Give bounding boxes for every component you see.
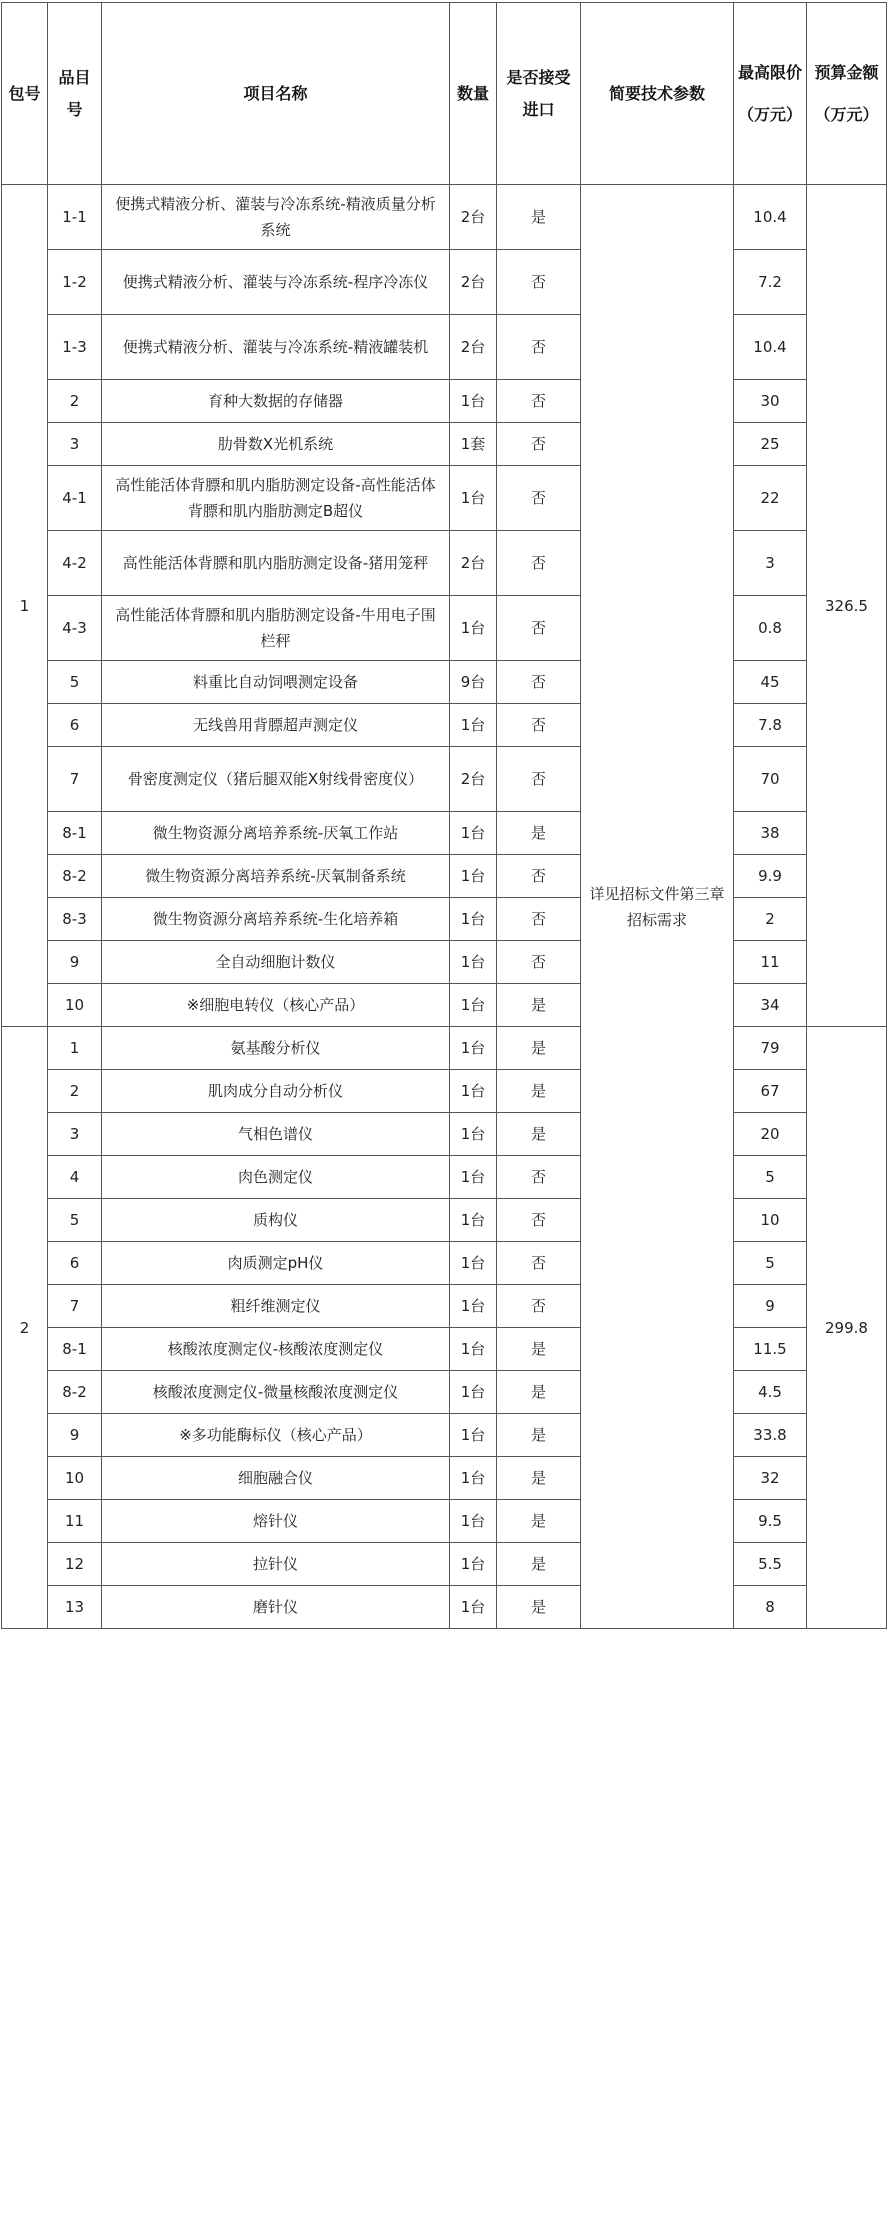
item-name: 磨针仪 (102, 1586, 450, 1629)
item-name: 高性能活体背膘和肌内脂肪测定设备-猪用笼秤 (102, 531, 450, 596)
item-qty: 1台 (450, 466, 497, 531)
item-qty: 2台 (450, 185, 497, 250)
item-import: 是 (497, 984, 581, 1027)
header-qty: 数量 (450, 3, 497, 185)
item-number: 4-3 (48, 596, 102, 661)
item-import: 是 (497, 1371, 581, 1414)
item-name: 拉针仪 (102, 1543, 450, 1586)
item-name: 氨基酸分析仪 (102, 1027, 450, 1070)
item-max-price: 10 (734, 1199, 807, 1242)
item-name: 肋骨数X光机系统 (102, 423, 450, 466)
item-number: 9 (48, 1414, 102, 1457)
item-qty: 1台 (450, 1242, 497, 1285)
item-number: 4-1 (48, 466, 102, 531)
item-name: ※多功能酶标仪（核心产品） (102, 1414, 450, 1457)
package-number: 2 (2, 1027, 48, 1629)
item-import: 是 (497, 1414, 581, 1457)
item-qty: 1台 (450, 1113, 497, 1156)
item-number: 5 (48, 1199, 102, 1242)
table-row (2, 185, 887, 250)
item-import: 否 (497, 661, 581, 704)
item-name: 高性能活体背膘和肌内脂肪测定设备-牛用电子围栏秤 (102, 596, 450, 661)
item-qty: 1台 (450, 596, 497, 661)
item-max-price: 5 (734, 1156, 807, 1199)
item-import: 是 (497, 1070, 581, 1113)
table-row (2, 423, 887, 466)
item-number: 10 (48, 984, 102, 1027)
item-import: 否 (497, 531, 581, 596)
item-name: 气相色谱仪 (102, 1113, 450, 1156)
item-number: 7 (48, 1285, 102, 1328)
header-package: 包号 (2, 3, 48, 185)
item-max-price: 0.8 (734, 596, 807, 661)
item-import: 是 (497, 1543, 581, 1586)
item-max-price: 4.5 (734, 1371, 807, 1414)
header-budget-label: 预算金额 (814, 62, 879, 82)
header-tech: 简要技术参数 (581, 3, 734, 185)
item-import: 否 (497, 315, 581, 380)
header-name: 项目名称 (102, 3, 450, 185)
item-import: 否 (497, 596, 581, 661)
table-row (2, 1285, 887, 1328)
item-qty: 1台 (450, 984, 497, 1027)
header-budget (807, 3, 887, 185)
procurement-table (1, 2, 887, 1629)
item-number: 2 (48, 380, 102, 423)
item-max-price: 5.5 (734, 1543, 807, 1586)
item-number: 3 (48, 423, 102, 466)
item-qty: 1套 (450, 423, 497, 466)
item-number: 13 (48, 1586, 102, 1629)
item-qty: 2台 (450, 747, 497, 812)
item-name: 无线兽用背膘超声测定仪 (102, 704, 450, 747)
item-qty: 1台 (450, 1500, 497, 1543)
item-name: 核酸浓度测定仪-核酸浓度测定仪 (102, 1328, 450, 1371)
header-item-no: 品目号 (48, 3, 102, 185)
package-number: 1 (2, 185, 48, 1027)
item-name: 骨密度测定仪（猪后腿双能X射线骨密度仪） (102, 747, 450, 812)
header-max-price (734, 3, 807, 185)
item-max-price: 3 (734, 531, 807, 596)
item-max-price: 9.9 (734, 855, 807, 898)
table-row (2, 1371, 887, 1414)
item-import: 否 (497, 1285, 581, 1328)
table-row (2, 531, 887, 596)
item-name: 肉色测定仪 (102, 1156, 450, 1199)
item-max-price: 11.5 (734, 1328, 807, 1371)
item-number: 8-1 (48, 812, 102, 855)
package-budget: 326.5 (807, 185, 887, 1027)
item-qty: 1台 (450, 1156, 497, 1199)
table-row (2, 1586, 887, 1629)
item-name: 核酸浓度测定仪-微量核酸浓度测定仪 (102, 1371, 450, 1414)
table-row (2, 1027, 887, 1070)
item-name: ※细胞电转仪（核心产品） (102, 984, 450, 1027)
package-budget: 299.8 (807, 1027, 887, 1629)
item-import: 否 (497, 855, 581, 898)
item-qty: 2台 (450, 315, 497, 380)
item-max-price: 7.2 (734, 250, 807, 315)
item-number: 6 (48, 1242, 102, 1285)
item-number: 9 (48, 941, 102, 984)
item-max-price: 45 (734, 661, 807, 704)
item-number: 4 (48, 1156, 102, 1199)
item-number: 6 (48, 704, 102, 747)
item-import: 否 (497, 423, 581, 466)
item-name: 微生物资源分离培养系统-厌氧制备系统 (102, 855, 450, 898)
table-row (2, 466, 887, 531)
item-qty: 1台 (450, 1371, 497, 1414)
header-max-price-label: 最高限价 (738, 62, 803, 82)
table-row (2, 1457, 887, 1500)
item-number: 1 (48, 1027, 102, 1070)
item-number: 12 (48, 1543, 102, 1586)
item-number: 1-3 (48, 315, 102, 380)
table-row (2, 704, 887, 747)
table-row (2, 1070, 887, 1113)
item-max-price: 30 (734, 380, 807, 423)
item-name: 肉质测定pH仪 (102, 1242, 450, 1285)
item-number: 4-2 (48, 531, 102, 596)
item-number: 8-3 (48, 898, 102, 941)
table-wrapper (1, 2, 887, 1629)
item-name: 粗纤维测定仪 (102, 1285, 450, 1328)
item-number: 8-2 (48, 855, 102, 898)
item-max-price: 8 (734, 1586, 807, 1629)
table-row (2, 380, 887, 423)
item-number: 11 (48, 1500, 102, 1543)
item-max-price: 10.4 (734, 315, 807, 380)
item-number: 10 (48, 1457, 102, 1500)
item-number: 1-1 (48, 185, 102, 250)
item-qty: 1台 (450, 1543, 497, 1586)
item-import: 是 (497, 185, 581, 250)
item-number: 2 (48, 1070, 102, 1113)
item-max-price: 33.8 (734, 1414, 807, 1457)
item-import: 否 (497, 250, 581, 315)
table-row (2, 1414, 887, 1457)
item-qty: 1台 (450, 1586, 497, 1629)
table-row (2, 1328, 887, 1371)
item-name: 料重比自动饲喂测定设备 (102, 661, 450, 704)
item-max-price: 67 (734, 1070, 807, 1113)
table-row (2, 747, 887, 812)
item-max-price: 70 (734, 747, 807, 812)
item-name: 质构仪 (102, 1199, 450, 1242)
item-qty: 1台 (450, 855, 497, 898)
item-max-price: 79 (734, 1027, 807, 1070)
item-import: 是 (497, 1586, 581, 1629)
item-max-price: 9 (734, 1285, 807, 1328)
table-row (2, 315, 887, 380)
item-import: 否 (497, 1156, 581, 1199)
item-import: 是 (497, 1500, 581, 1543)
table-row (2, 812, 887, 855)
item-max-price: 5 (734, 1242, 807, 1285)
item-qty: 1台 (450, 898, 497, 941)
item-number: 1-2 (48, 250, 102, 315)
item-max-price: 10.4 (734, 185, 807, 250)
table-row (2, 1500, 887, 1543)
item-max-price: 38 (734, 812, 807, 855)
item-name: 熔针仪 (102, 1500, 450, 1543)
item-max-price: 20 (734, 1113, 807, 1156)
item-name: 微生物资源分离培养系统-生化培养箱 (102, 898, 450, 941)
header-row (2, 3, 887, 185)
item-import: 是 (497, 1113, 581, 1156)
item-number: 3 (48, 1113, 102, 1156)
header-import: 是否接受进口 (497, 3, 581, 185)
item-name: 微生物资源分离培养系统-厌氧工作站 (102, 812, 450, 855)
table-row (2, 1543, 887, 1586)
item-import: 是 (497, 812, 581, 855)
item-max-price: 7.8 (734, 704, 807, 747)
item-qty: 2台 (450, 250, 497, 315)
item-max-price: 22 (734, 466, 807, 531)
item-qty: 2台 (450, 531, 497, 596)
table-row (2, 1242, 887, 1285)
item-name: 高性能活体背膘和肌内脂肪测定设备-高性能活体背膘和肌内脂肪测定B超仪 (102, 466, 450, 531)
item-import: 否 (497, 1199, 581, 1242)
table-row (2, 596, 887, 661)
item-qty: 1台 (450, 1070, 497, 1113)
item-import: 否 (497, 380, 581, 423)
table-row (2, 1199, 887, 1242)
item-max-price: 32 (734, 1457, 807, 1500)
item-name: 便携式精液分析、灌装与冷冻系统-精液质量分析系统 (102, 185, 450, 250)
header-budget-unit: （万元） (814, 104, 879, 124)
item-qty: 1台 (450, 1027, 497, 1070)
item-qty: 1台 (450, 704, 497, 747)
item-number: 5 (48, 661, 102, 704)
item-qty: 1台 (450, 1199, 497, 1242)
item-import: 否 (497, 898, 581, 941)
item-import: 是 (497, 1328, 581, 1371)
table-row (2, 855, 887, 898)
item-number: 7 (48, 747, 102, 812)
item-max-price: 9.5 (734, 1500, 807, 1543)
item-import: 否 (497, 704, 581, 747)
tech-params: 详见招标文件第三章 招标需求 (581, 185, 734, 1629)
item-import: 否 (497, 941, 581, 984)
item-max-price: 34 (734, 984, 807, 1027)
item-max-price: 2 (734, 898, 807, 941)
item-qty: 1台 (450, 1414, 497, 1457)
item-name: 育种大数据的存储器 (102, 380, 450, 423)
item-name: 细胞融合仪 (102, 1457, 450, 1500)
item-import: 否 (497, 466, 581, 531)
item-import: 是 (497, 1027, 581, 1070)
item-name: 肌肉成分自动分析仪 (102, 1070, 450, 1113)
item-qty: 1台 (450, 380, 497, 423)
item-name: 便携式精液分析、灌装与冷冻系统-程序冷冻仪 (102, 250, 450, 315)
item-import: 是 (497, 1457, 581, 1500)
item-name: 全自动细胞计数仪 (102, 941, 450, 984)
item-max-price: 25 (734, 423, 807, 466)
table-row (2, 250, 887, 315)
table-row (2, 1113, 887, 1156)
item-qty: 1台 (450, 1457, 497, 1500)
item-number: 8-1 (48, 1328, 102, 1371)
item-number: 8-2 (48, 1371, 102, 1414)
table-row (2, 941, 887, 984)
item-max-price: 11 (734, 941, 807, 984)
item-qty: 1台 (450, 812, 497, 855)
header-max-price-unit: （万元） (738, 104, 803, 124)
item-import: 否 (497, 747, 581, 812)
item-qty: 9台 (450, 661, 497, 704)
table-row (2, 1156, 887, 1199)
item-import: 否 (497, 1242, 581, 1285)
item-qty: 1台 (450, 941, 497, 984)
table-row (2, 898, 887, 941)
item-qty: 1台 (450, 1285, 497, 1328)
table-row (2, 661, 887, 704)
table-row (2, 984, 887, 1027)
item-qty: 1台 (450, 1328, 497, 1371)
item-name: 便携式精液分析、灌装与冷冻系统-精液罐装机 (102, 315, 450, 380)
